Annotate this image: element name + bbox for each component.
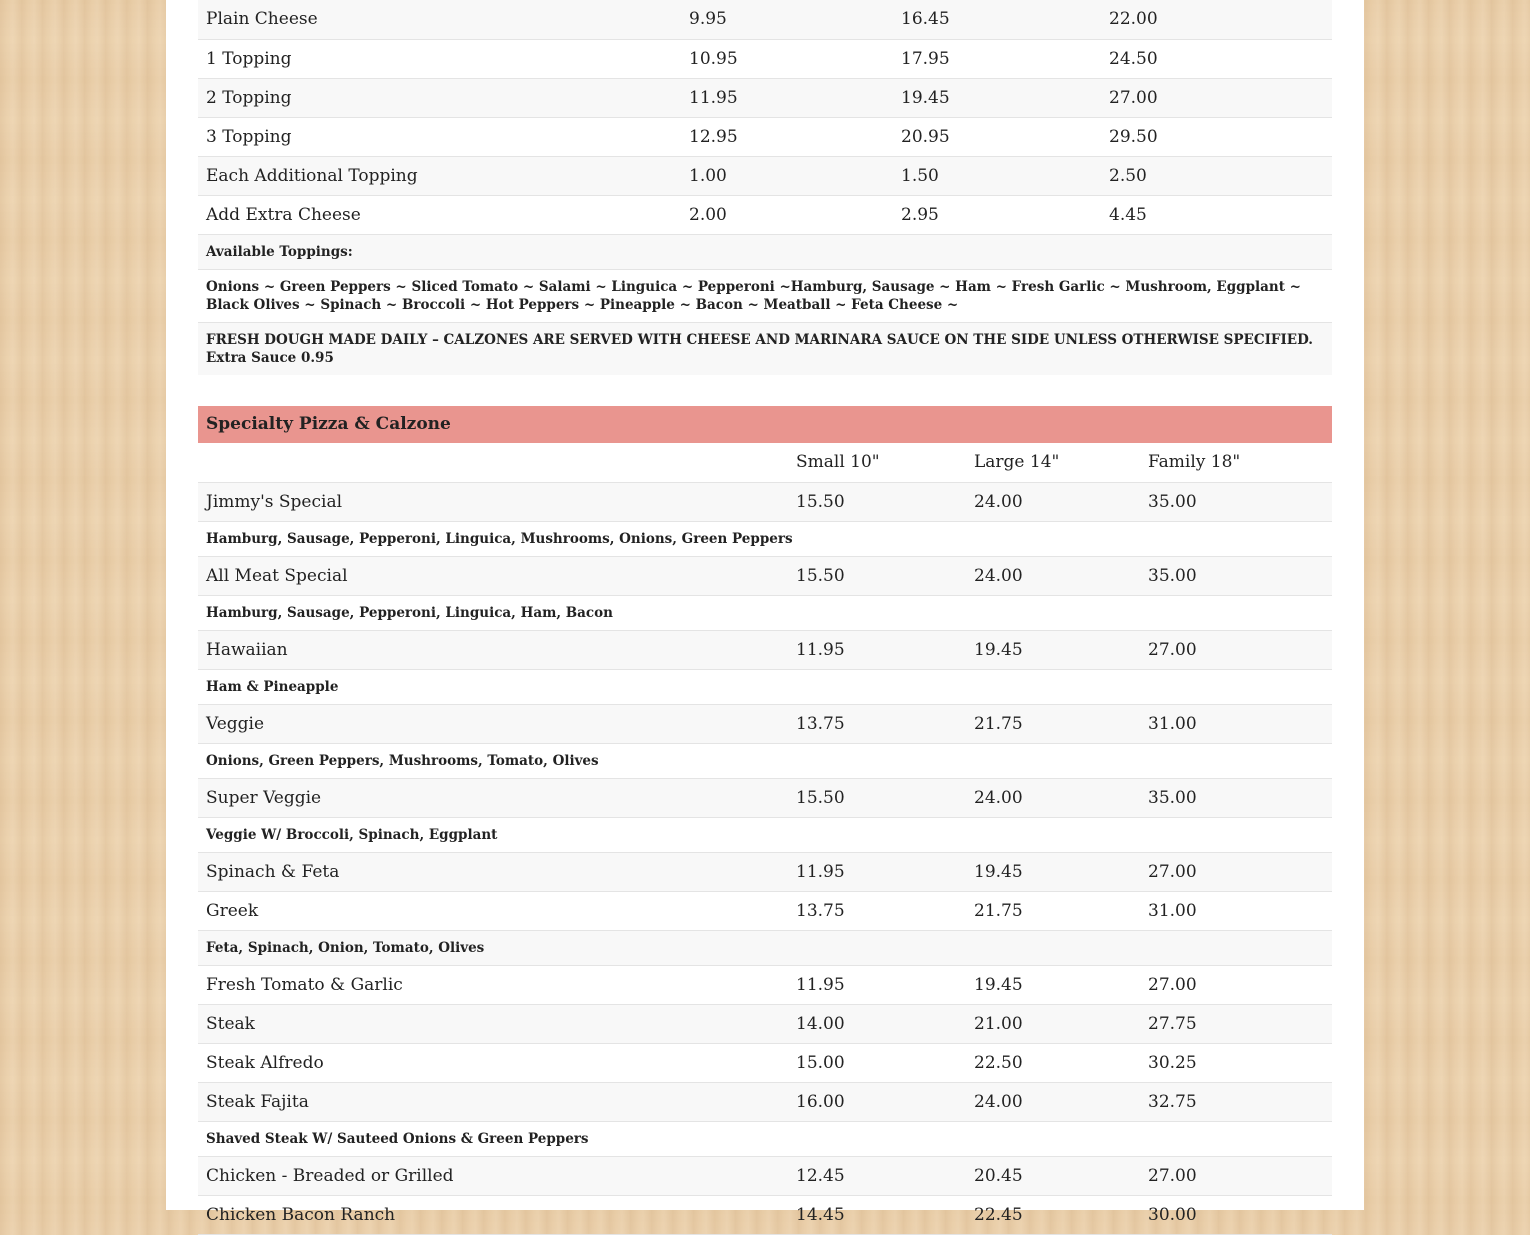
table-row: [198, 1157, 1332, 1196]
price-small: 15.50: [796, 566, 845, 586]
price-small: 15.00: [796, 1053, 845, 1073]
item-name: Chicken - Breaded or Grilled: [206, 1166, 454, 1186]
price-large: 2.95: [901, 205, 939, 225]
price-large: 17.95: [901, 49, 950, 69]
price-family: 35.00: [1148, 566, 1197, 586]
price-small: 14.45: [796, 1205, 845, 1225]
item-name: Greek: [206, 901, 259, 921]
price-family: 27.00: [1148, 975, 1197, 995]
price-large: 21.75: [974, 714, 1023, 734]
price-small: 15.50: [796, 492, 845, 512]
price-small: 10.95: [689, 49, 738, 69]
item-name: Veggie: [206, 714, 265, 734]
table-row: [198, 705, 1332, 744]
table-row: [198, 779, 1332, 818]
price-large: 24.00: [974, 492, 1023, 512]
price-large: 19.45: [974, 640, 1023, 660]
item-name: Steak Fajita: [206, 1092, 309, 1112]
specialty-rows: [198, 483, 1332, 1235]
price-large: 22.45: [974, 1205, 1023, 1225]
price-large: 24.00: [974, 788, 1023, 808]
menu-page: [166, 0, 1364, 1225]
item-name: Plain Cheese: [206, 9, 318, 29]
item-description: Shaved Steak W/ Sauteed Onions & Green Peppers: [198, 1122, 1332, 1157]
item-name: Super Veggie: [206, 788, 322, 808]
item-description: Onions, Green Peppers, Mushrooms, Tomato, Olives: [198, 744, 1332, 779]
price-family: 30.25: [1148, 1053, 1197, 1073]
table-row: [198, 196, 1332, 235]
table-row: [198, 1044, 1332, 1083]
price-family: 4.45: [1109, 205, 1147, 225]
price-family: 32.75: [1148, 1092, 1197, 1112]
table-row: [198, 1083, 1332, 1122]
price-family: 35.00: [1148, 788, 1197, 808]
price-family: 35.00: [1148, 492, 1197, 512]
price-family: 27.00: [1148, 1166, 1197, 1186]
table-row: [198, 118, 1332, 157]
table-row: [198, 631, 1332, 670]
price-small: 14.00: [796, 1014, 845, 1034]
price-family: 31.00: [1148, 714, 1197, 734]
table-row: [198, 0, 1332, 40]
table-row: [198, 892, 1332, 931]
price-large: 24.00: [974, 1092, 1023, 1112]
item-description: Ham & Pineapple: [198, 670, 1332, 705]
price-large: 1.50: [901, 166, 939, 186]
item-description: Feta, Spinach, Onion, Tomato, Olives: [198, 931, 1332, 966]
item-name: 2 Topping: [206, 88, 292, 108]
price-small: 11.95: [796, 975, 845, 995]
toppings-list: Onions ~ Green Peppers ~ Sliced Tomato ~ Salami ~ Linguica ~ Pepperoni ~Hamburg, Sausage ~ Ham ~ Fresh Garlic ~ Mushroom, Eggplant ~ Black Olives ~ Spinach ~ Broccoli ~ Hot Peppers ~ Pineapple ~ Bacon ~ Meatball ~ Feta Cheese ~: [198, 270, 1332, 323]
price-large: 19.45: [901, 88, 950, 108]
menu-content: [198, 0, 1332, 1235]
price-small: 13.75: [796, 901, 845, 921]
pizza-price-table: [198, 0, 1332, 375]
item-name: 1 Topping: [206, 49, 292, 69]
price-family: 30.00: [1148, 1205, 1197, 1225]
column-header-family: Family 18": [1148, 452, 1241, 472]
item-name: Each Additional Topping: [206, 166, 418, 186]
price-large: 21.75: [974, 901, 1023, 921]
column-header-small: Small 10": [796, 452, 880, 472]
dough-note: FRESH DOUGH MADE DAILY – CALZONES ARE SERVED WITH CHEESE AND MARINARA SAUCE ON THE SIDE UNLESS OTHERWISE SPECIFIED. Extra Sauce 0.95: [198, 323, 1332, 375]
price-small: 15.50: [796, 788, 845, 808]
item-name: All Meat Special: [206, 566, 348, 586]
table-row: [198, 557, 1332, 596]
price-large: 24.00: [974, 566, 1023, 586]
table-row: [198, 1196, 1332, 1235]
price-family: 27.00: [1148, 640, 1197, 660]
item-name: Steak Alfredo: [206, 1053, 324, 1073]
item-name: Steak: [206, 1014, 255, 1034]
item-name: Jimmy's Special: [206, 492, 343, 512]
price-small: 11.95: [689, 88, 738, 108]
price-small: 11.95: [796, 640, 845, 660]
price-large: 16.45: [901, 9, 950, 29]
table-row: [198, 40, 1332, 79]
price-family: 22.00: [1109, 9, 1158, 29]
price-small: 1.00: [689, 166, 727, 186]
table-row: [198, 79, 1332, 118]
section-title: Specialty Pizza & Calzone: [198, 406, 1332, 443]
price-small: 16.00: [796, 1092, 845, 1112]
item-description: Hamburg, Sausage, Pepperoni, Linguica, Mushrooms, Onions, Green Peppers: [198, 522, 1332, 557]
item-name: Hawaiian: [206, 640, 288, 660]
item-name: Add Extra Cheese: [206, 205, 361, 225]
item-name: Chicken Bacon Ranch: [206, 1205, 396, 1225]
toppings-label: Available Toppings:: [198, 235, 1332, 270]
table-row: [198, 483, 1332, 522]
price-family: 29.50: [1109, 127, 1158, 147]
table-row: [198, 157, 1332, 196]
price-large: 19.45: [974, 975, 1023, 995]
table-row: [198, 966, 1332, 1005]
price-family: 2.50: [1109, 166, 1147, 186]
price-large: 19.45: [974, 862, 1023, 882]
item-description: Veggie W/ Broccoli, Spinach, Eggplant: [198, 818, 1332, 853]
price-large: 20.95: [901, 127, 950, 147]
column-header-large: Large 14": [974, 452, 1060, 472]
price-large: 21.00: [974, 1014, 1023, 1034]
table-row: [198, 1005, 1332, 1044]
price-family: 27.00: [1148, 862, 1197, 882]
table-row: [198, 853, 1332, 892]
price-family: 24.50: [1109, 49, 1158, 69]
price-family: 31.00: [1148, 901, 1197, 921]
price-small: 2.00: [689, 205, 727, 225]
price-small: 12.45: [796, 1166, 845, 1186]
column-header-row: [198, 443, 1332, 483]
price-large: 20.45: [974, 1166, 1023, 1186]
price-small: 9.95: [689, 9, 727, 29]
price-family: 27.00: [1109, 88, 1158, 108]
specialty-table: [198, 406, 1332, 1235]
price-small: 13.75: [796, 714, 845, 734]
price-small: 11.95: [796, 862, 845, 882]
item-name: 3 Topping: [206, 127, 292, 147]
item-description: Hamburg, Sausage, Pepperoni, Linguica, Ham, Bacon: [198, 596, 1332, 631]
price-small: 12.95: [689, 127, 738, 147]
price-family: 27.75: [1148, 1014, 1197, 1034]
item-name: Spinach & Feta: [206, 862, 340, 882]
item-name: Fresh Tomato & Garlic: [206, 975, 403, 995]
price-large: 22.50: [974, 1053, 1023, 1073]
